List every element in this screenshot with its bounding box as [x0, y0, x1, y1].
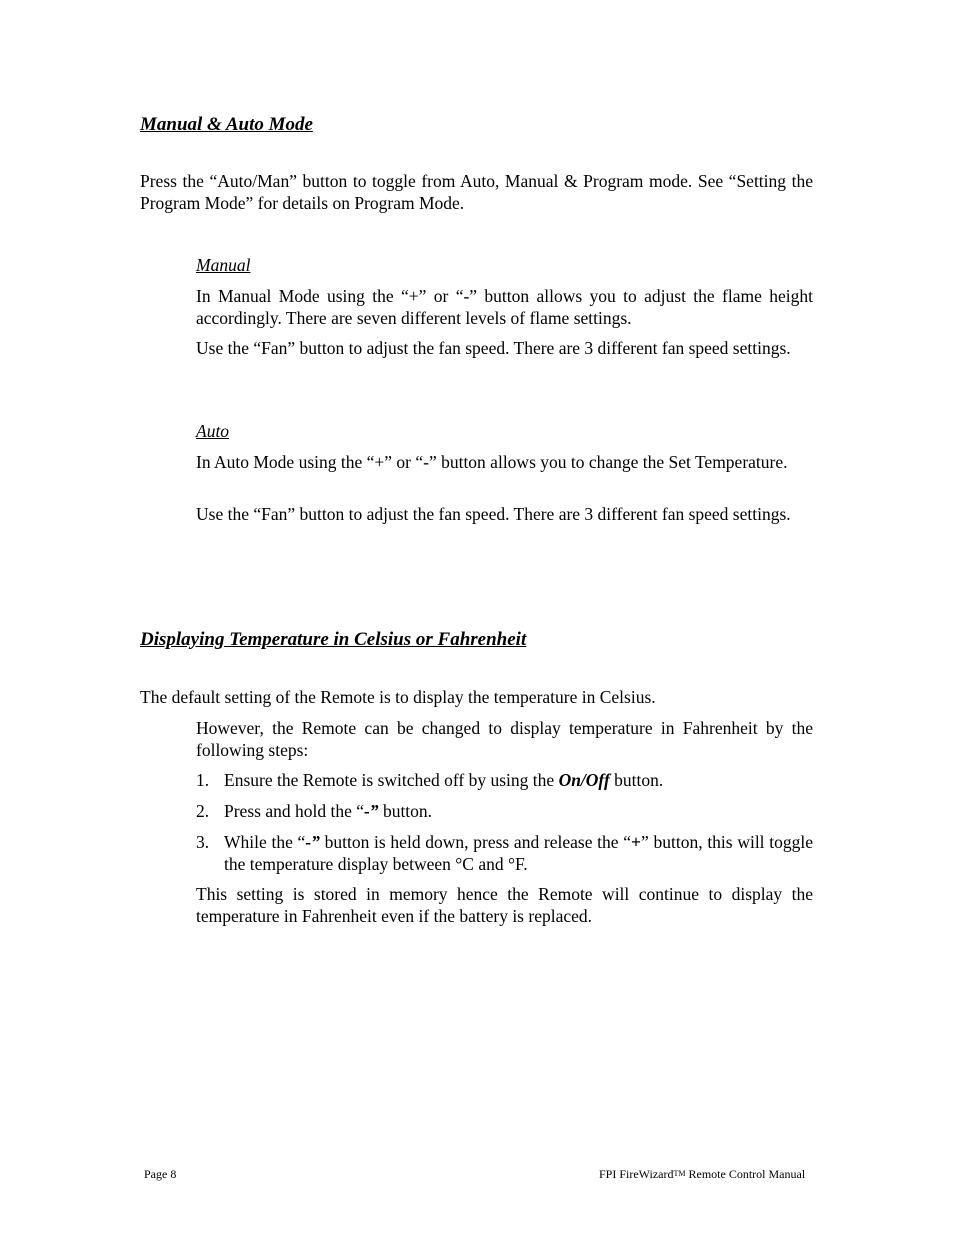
footer-manual-title	[599, 1167, 805, 1181]
trademark-mark: TM	[673, 1169, 686, 1178]
list-text-part: Press and hold the “	[224, 801, 364, 821]
footer-page-number: Page 8	[144, 1167, 177, 1181]
list-text	[224, 832, 813, 875]
on-off-button-label: On/Off	[558, 770, 610, 790]
list-text-part: button.	[378, 801, 433, 821]
footer-title-text: Remote Control Manual	[685, 1167, 806, 1181]
fahrenheit-intro-paragraph: However, the Remote can be changed to display temperature in Fahrenheit by the following steps:	[196, 718, 813, 760]
auto-paragraph-2: Use the “Fan” button to adjust the fan speed. There are 3 different fan speed settings.	[196, 504, 791, 524]
list-number: 3.	[196, 832, 210, 852]
list-text-part: Ensure the Remote is switched off by using the	[224, 770, 559, 790]
manual-paragraph-2: Use the “Fan” button to adjust the fan speed. There are 3 different fan speed settings.	[196, 338, 791, 358]
subheading-manual: Manual	[196, 255, 251, 275]
manual-paragraph-1: In Manual Mode using the “+” or “-” button allows you to adjust the flame height accordingly. There are seven different levels of flame settings.	[196, 286, 813, 328]
section-heading-temperature-units: Displaying Temperature in Celsius or Fahrenheit	[140, 629, 527, 650]
section-heading-manual-auto-mode: Manual & Auto Mode	[140, 114, 313, 135]
list-text-part: button.	[609, 770, 664, 790]
memory-paragraph: This setting is stored in memory hence the Remote will continue to display the temperature in Fahrenheit even if the battery is replaced.	[196, 884, 813, 926]
intro-paragraph: Press the “Auto/Man” button to toggle from Auto, Manual & Program mode. See “Setting the Program Mode” for details on Program Mode.	[140, 171, 813, 213]
plus-button-label: +	[631, 832, 642, 852]
subheading-auto: Auto	[196, 421, 230, 441]
list-text	[224, 770, 813, 792]
list-number: 2.	[196, 801, 210, 821]
list-text-part: While the “	[224, 832, 306, 852]
minus-button-label: -”	[305, 832, 320, 852]
minus-button-label: -”	[363, 801, 379, 821]
list-text-part: button is held down, press and release the “	[319, 832, 632, 852]
auto-paragraph-1: In Auto Mode using the “+” or “-” button allows you to change the Set Temperature.	[196, 452, 788, 472]
list-text-part: ” button, this will toggle the temperature display between °C and °F.	[224, 832, 813, 874]
list-text	[224, 801, 813, 823]
footer-brand: FPI FireWizard	[599, 1167, 674, 1181]
default-setting-paragraph: The default setting of the Remote is to display the temperature in Celsius.	[140, 687, 656, 707]
list-number: 1.	[196, 770, 210, 790]
